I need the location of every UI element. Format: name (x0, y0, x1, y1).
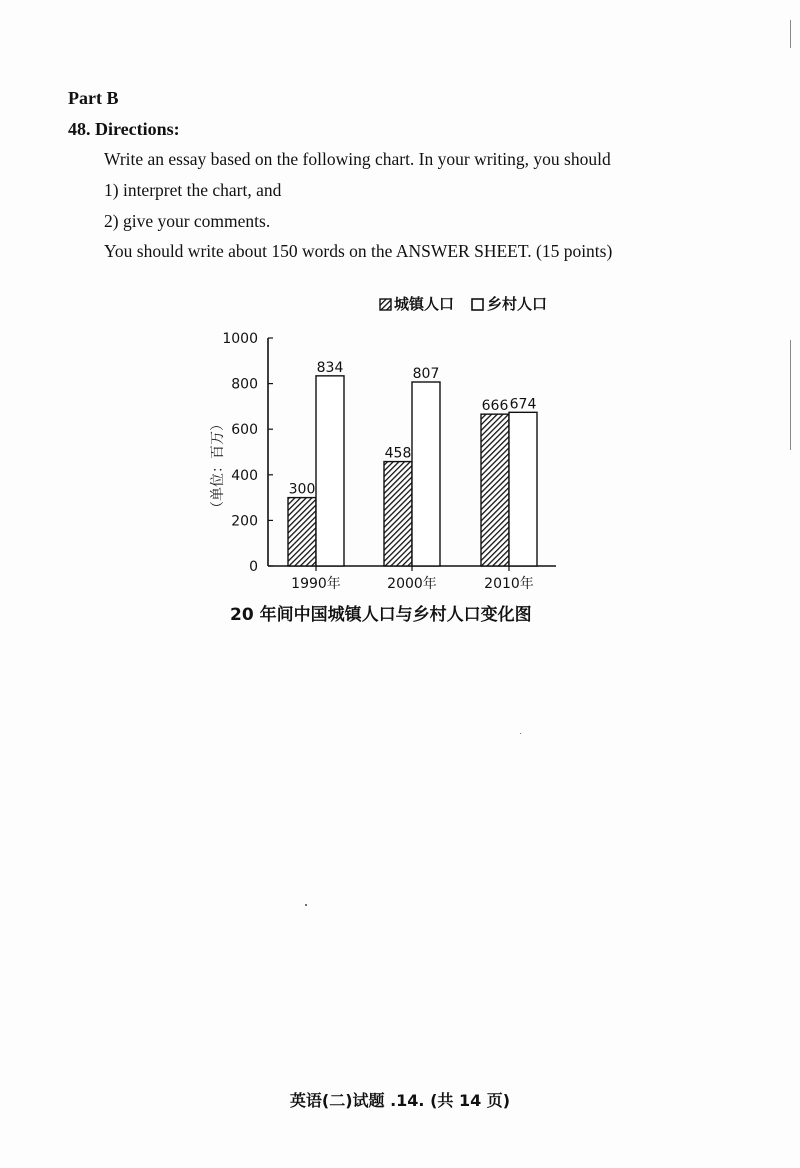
bar-rural (412, 382, 440, 566)
legend-label-urban: 城镇人口 (394, 295, 455, 313)
bar-urban (481, 414, 509, 566)
direction-line-4: You should write about 150 words on the ANSWER SHEET. (15 points) (104, 241, 613, 261)
bar-urban (288, 498, 316, 566)
question-heading (68, 119, 180, 140)
y-tick-label: 400 (231, 467, 258, 484)
data-label-urban: 458 (384, 445, 412, 462)
direction-line-1: Write an essay based on the following chart. In your writing, you should (104, 149, 611, 169)
y-tick-label: 200 (231, 513, 258, 530)
y-tick-label: 800 (231, 376, 258, 393)
x-tick-label: 1990年 (291, 576, 341, 592)
bar-urban (384, 462, 412, 566)
y-tick-label: 1000 (222, 331, 258, 347)
bar-rural (509, 412, 537, 566)
y-axis-title: （单位：百万） (210, 417, 226, 515)
x-tick-label: 2010年 (484, 576, 534, 592)
question-colon: : (173, 119, 180, 139)
scan-edge-mark (790, 340, 791, 450)
x-tick-label: 2000年 (387, 576, 437, 592)
population-bar-chart (200, 292, 600, 592)
legend-swatch-rural (472, 299, 483, 310)
direction-line-2: 1) interpret the chart, and (104, 180, 282, 200)
data-label-rural: 674 (509, 396, 537, 413)
data-label-urban: 300 (288, 481, 316, 498)
question-number-label: 48. Directions (68, 119, 174, 139)
direction-line-3: 2) give your comments. (104, 211, 271, 231)
bar-rural (316, 376, 344, 566)
part-heading: Part B (68, 88, 119, 108)
scan-speck (305, 904, 307, 906)
y-tick-label: 600 (231, 422, 258, 439)
scan-edge-mark (790, 20, 791, 48)
page-footer: 英语(二)试题 .14. (共 14 页) (289, 1091, 511, 1110)
legend-label-rural: 乡村人口 (487, 295, 548, 313)
y-tick-label: 0 (249, 559, 258, 575)
chart-caption: 20 年间中国城镇人口与乡村人口变化图 (230, 605, 532, 625)
legend-swatch-urban (380, 299, 391, 310)
data-label-urban: 666 (481, 398, 509, 415)
data-label-rural: 807 (412, 366, 440, 383)
scan-speck (520, 733, 521, 734)
data-label-rural: 834 (316, 359, 344, 376)
